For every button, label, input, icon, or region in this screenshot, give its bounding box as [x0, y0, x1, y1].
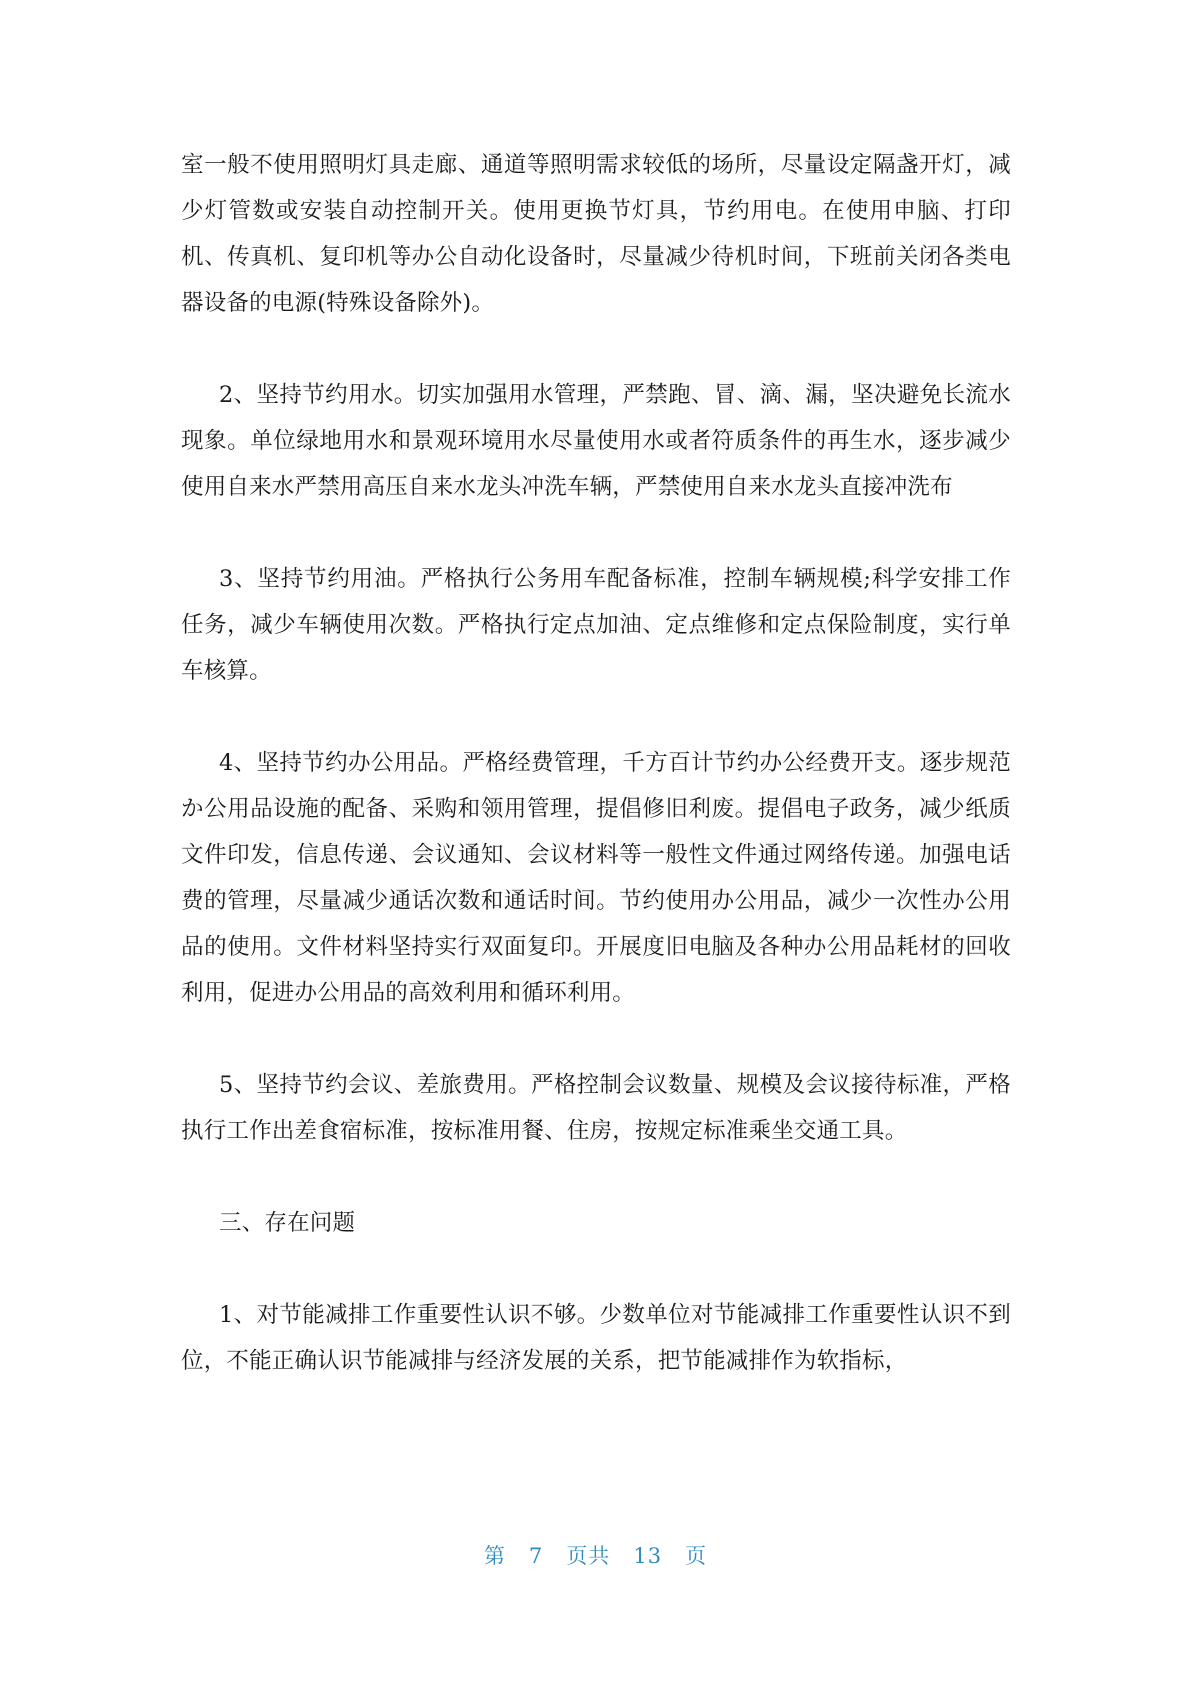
paragraph-oil-saving: 3、坚持节约用油。严格执行公务用车配备标准，控制车辆规模;科学安排工作任务，减少车辆使用次数。严格执行定点加油、定点维修和定点保险制度，实行单车核算。	[181, 566, 1011, 684]
footer-suffix: 页	[685, 1544, 708, 1568]
section-heading-problems: 三、存在问题	[219, 1210, 356, 1236]
footer-current-page: 7	[528, 1544, 544, 1568]
paragraph-meeting-travel: 5、坚持节约会议、差旅费用。严格控制会议数量、规模及会议接待标准，严格执行工作出差食宿标准，按标准用餐、住房，按规定标准乘坐交通工具。	[181, 1072, 1011, 1144]
footer-prefix: 第	[483, 1544, 506, 1568]
footer-total-pages: 13	[633, 1544, 663, 1568]
paragraph-water-saving: 2、坚持节约用水。切实加强用水管理，严禁跑、冒、滴、漏，坚决避免长流水现象。单位绿地用水和景观环境用水尽量使用水或者符质条件的再生水，逐步减少使用自来水严禁用高压自来水龙头冲洗车辆，严禁使用自来水龙头直接冲洗布	[181, 382, 1011, 500]
paragraph-awareness: 1、对节能减排工作重要性认识不够。少数单位对节能减排工作重要性认识不到位，不能正确认识节能减排与经济发展的关系，把节能减排作为软指标，	[181, 1302, 1011, 1374]
document-body	[181, 142, 1011, 1430]
page-footer	[0, 1540, 1191, 1570]
footer-middle: 页共	[566, 1544, 611, 1568]
paragraph-office-supplies: 4、坚持节约办公用品。严格经费管理，千方百计节约办公经费开支。逐步规范か公用品设施的配备、采购和领用管理，提倡修旧利废。提倡电子政务，减少纸质文件印发，信息传递、会议通知、会议材料等一般性文件通过网络传递。加强电话费的管理，尽量减少通话次数和通话时间。节约使用办公用品，减少一次性办公用品的使用。文件材料坚持实行双面复印。开展度旧电脑及各种办公用品耗材的回收利用，促进办公用品的高效利用和循环利用。	[181, 750, 1011, 1006]
paragraph-continuation: 室一般不使用照明灯具走廊、通道等照明需求较低的场所，尽量设定隔盏开灯，减少灯管数或安装自动控制开关。使用更换节灯具，节约用电。在使用申脑、打印机、传真机、复印机等办公自动化设备时，尽量减少待机时间，下班前关闭各类电器设备的电源(特殊设备除外)。	[181, 152, 1011, 316]
